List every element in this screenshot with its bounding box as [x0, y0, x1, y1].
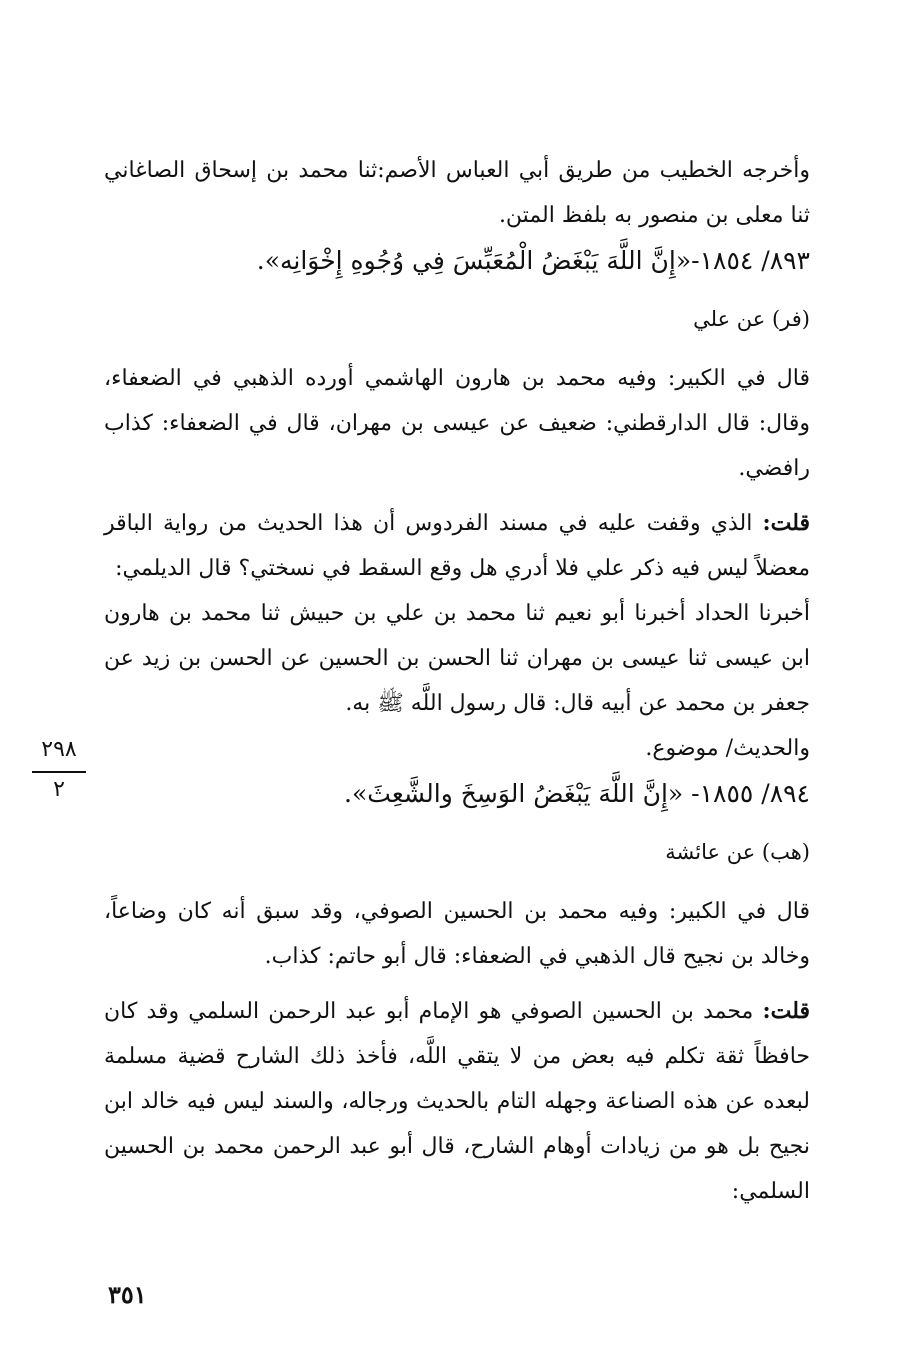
marginal-volume-number: ٢	[53, 777, 65, 802]
paragraph-kabir-2: قال في الكبير: وفيه محمد بن الحسين الصوفي، وقد سبق أنه كان وضاعاً، وخالد بن نجيح قال الذهبي في الضعفاء: قال أبو حاتم: كذاب.	[104, 899, 810, 969]
paragraph-qultu-1	[104, 501, 810, 591]
qultu-text: الذي وقفت عليه في مسند الفردوس أن هذا الحديث من رواية الباقر معضلاً ليس فيه ذكر علي فلا أدري هل وقع السقط في نسختي؟ قال الديلمي:	[104, 511, 810, 581]
hadith-source-893: (فر) عن علي	[693, 307, 810, 331]
hadith-source-894: (هب) عن عائشة	[665, 840, 810, 864]
main-text	[104, 148, 810, 1214]
page-number: ٣٥١	[108, 1280, 147, 1309]
qultu-label: قلت:	[762, 510, 810, 536]
hadith-893: ٨٩٣/ ١٨٥٤-«إِنَّ اللَّهَ يَبْغَضُ الْمُعَبِّسَ فِي وُجُوهِ إِخْوَانِه».	[256, 246, 810, 275]
marginal-reference	[28, 735, 90, 805]
marginal-volume-page: ٢٩٨	[41, 737, 77, 762]
paragraph-verdict: والحديث/ موضوع.	[645, 736, 810, 761]
hadith-894: ٨٩٤/ ١٨٥٥- «إِنَّ اللَّهَ يَبْغَضُ الوَسِخَ والشَّعِثَ».	[344, 779, 810, 808]
paragraph-kabir-1: قال في الكبير: وفيه محمد بن هارون الهاشمي أورده الذهبي في الضعفاء، وقال: قال الدارقطني: ضعيف عن عيسى بن مهران، قال في الضعفاء: كذاب رافضي.	[104, 366, 810, 481]
qultu-label: قلت:	[762, 998, 810, 1024]
paragraph-isnad: أخبرنا الحداد أخبرنا أبو نعيم ثنا محمد بن علي بن حبيش ثنا محمد بن هارون ابن عيسى ثنا عيسى بن مهران ثنا الحسن بن الحسين عن الحسن بن زيد عن جعفر بن محمد عن أبيه قال: قال رسول اللَّه ﷺ به.	[104, 601, 810, 716]
qultu-text: محمد بن الحسين الصوفي هو الإمام أبو عبد الرحمن السلمي وقد كان حافظاً ثقة تكلم فيه بعض من لا يتقي اللَّه، فأخذ ذلك الشارح قضية مسلمة لبعده عن هذه الصناعة وجهله التام بالحديث ورجاله، والسند ليس فيه خالد ابن نجيح بل هو من زيادات أوهام الشارح، قال أبو عبد الرحمن محمد بن الحسين السلمي:	[104, 999, 810, 1204]
paragraph-qultu-2	[104, 989, 810, 1214]
paragraph-takhrij: وأخرجه الخطيب من طريق أبي العباس الأصم:ثنا محمد بن إسحاق الصاغاني ثنا معلى بن منصور به بلفظ المتن.	[104, 158, 810, 228]
marginal-divider	[32, 771, 86, 773]
